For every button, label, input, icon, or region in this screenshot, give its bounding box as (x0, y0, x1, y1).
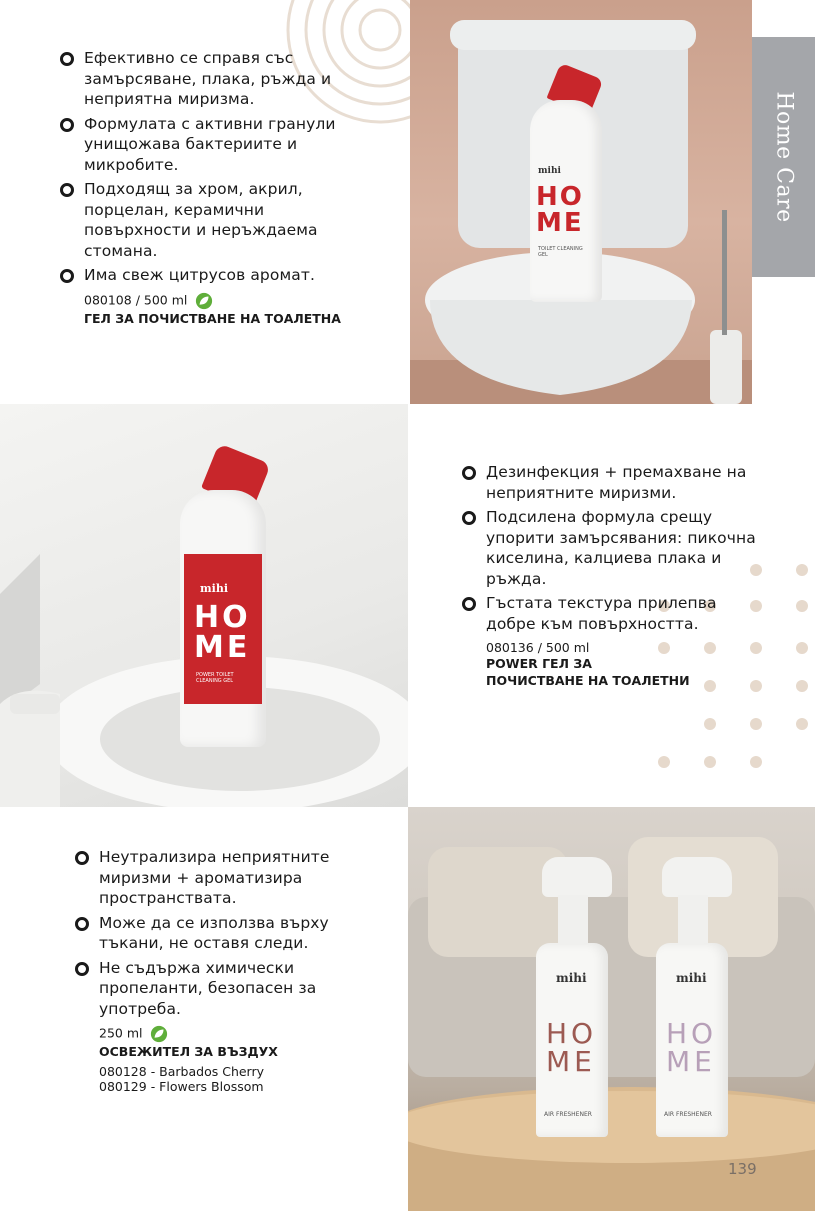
bullet-icon (75, 962, 89, 976)
product-code: 080108 / 500 ml (84, 292, 360, 310)
product-name-line1: POWER ГЕЛ ЗА (486, 656, 592, 671)
feature-item (462, 507, 762, 589)
feature-item (60, 114, 360, 176)
feature-list-power-gel (462, 462, 762, 634)
bottle-label: AIR FRESHENER (544, 1111, 592, 1118)
feature-list-toilet-gel (60, 48, 360, 286)
bullet-icon (60, 269, 74, 283)
bottle-label: TOILET CLEANING GEL (538, 246, 583, 258)
bottle-label: POWER TOILET CLEANING GEL (196, 672, 234, 684)
bullet-icon (60, 118, 74, 132)
bottle-home-bottom: ME (666, 1045, 716, 1078)
product-name-line2: ПОЧИСТВАНЕ НА ТОАЛЕТНИ (486, 673, 690, 688)
feature-item (462, 462, 762, 503)
feature-text: Има свеж цитрусов аромат. (84, 266, 315, 284)
bottle-brand: mihi (676, 971, 707, 985)
bottle-power-gel (180, 452, 266, 747)
section-tab (752, 37, 815, 277)
bottle-home-top: HO (546, 1017, 598, 1050)
product-name: ГЕЛ ЗА ПОЧИСТВАНЕ НА ТОАЛЕТНА (84, 310, 341, 326)
feature-list-air-freshener (75, 847, 375, 1019)
leaf-icon (195, 292, 213, 310)
power-gel-text-block (408, 404, 815, 807)
variant-item: 080128 - Barbados Cherry (99, 1064, 265, 1079)
feature-text: Гъстата текстура прилепва добре към повърхността. (486, 594, 717, 633)
bottle-brand: mihi (200, 582, 228, 595)
feature-text: Не съдържа химически пропеланти, безопасен за употреба. (99, 958, 317, 1018)
bullet-icon (60, 52, 74, 66)
bottle-home-bottom: ME (536, 208, 584, 238)
bottle-air-freshener-blossom (656, 857, 728, 1137)
feature-item (75, 913, 375, 954)
feature-item (462, 593, 762, 634)
product-photo-air-freshener (408, 807, 815, 1211)
feature-item (60, 48, 360, 110)
page-number: 139 (728, 1160, 757, 1178)
product-name: ОСВЕЖИТЕЛ ЗА ВЪЗДУХ (99, 1044, 278, 1059)
bullet-icon (60, 183, 74, 197)
bottle-air-freshener-cherry (536, 857, 608, 1137)
bottle-home-top: HO (194, 600, 251, 635)
feature-text: Ефективно се справя със замърсяване, плака, ръжда и неприятна миризма. (84, 49, 332, 108)
bottle-brand: mihi (556, 971, 587, 985)
bullet-icon (75, 851, 89, 865)
intro-text-block (0, 0, 410, 404)
bottle-home-bottom: ME (194, 630, 251, 665)
feature-text: Неутрализира неприятните миризми + ароматизира пространствата. (99, 848, 330, 907)
product-photo-power-gel (0, 404, 408, 807)
living-room-illustration (408, 807, 815, 1211)
air-freshener-text-block (0, 807, 408, 1211)
feature-text: Подходящ за хром, акрил, порцелан, керамични повърхности и неръждаема стомана. (84, 180, 318, 260)
feature-item (75, 847, 375, 909)
variant-item: 080129 - Flowers Blossom (99, 1079, 264, 1094)
feature-item (60, 179, 360, 261)
bottle-brand: mihi (538, 166, 561, 176)
bullet-icon (462, 511, 476, 525)
bullet-icon (462, 597, 476, 611)
product-photo-toilet-gel (410, 0, 752, 404)
bullet-icon (462, 466, 476, 480)
feature-text: Може да се използва върху тъкани, не оставя следи. (99, 913, 329, 952)
feature-item (75, 958, 375, 1020)
bottle-home-top: HO (666, 1017, 718, 1050)
bottle-home-bottom: ME (546, 1045, 596, 1078)
bottle-label: AIR FRESHENER (664, 1111, 712, 1118)
bottle-toilet-gel (530, 70, 602, 302)
section-tab-label: Home Care (771, 91, 796, 223)
feature-text: Подсилена формула срещу упорити замърсявания: пикочна киселина, калциева плака и ръжда. (486, 508, 756, 588)
feature-text: Дезинфекция + премахване на неприятните миризми. (486, 463, 747, 502)
leaf-icon (150, 1025, 168, 1043)
product-code: 250 ml (99, 1025, 375, 1043)
feature-item (60, 265, 360, 286)
bullet-icon (75, 917, 89, 931)
bottle-home-top: HO (536, 182, 584, 212)
product-code: 080136 / 500 ml (486, 640, 590, 655)
feature-text: Формулата с активни гранули унищожава бактериите и микробите. (84, 114, 336, 174)
variant-list (99, 1064, 375, 1094)
